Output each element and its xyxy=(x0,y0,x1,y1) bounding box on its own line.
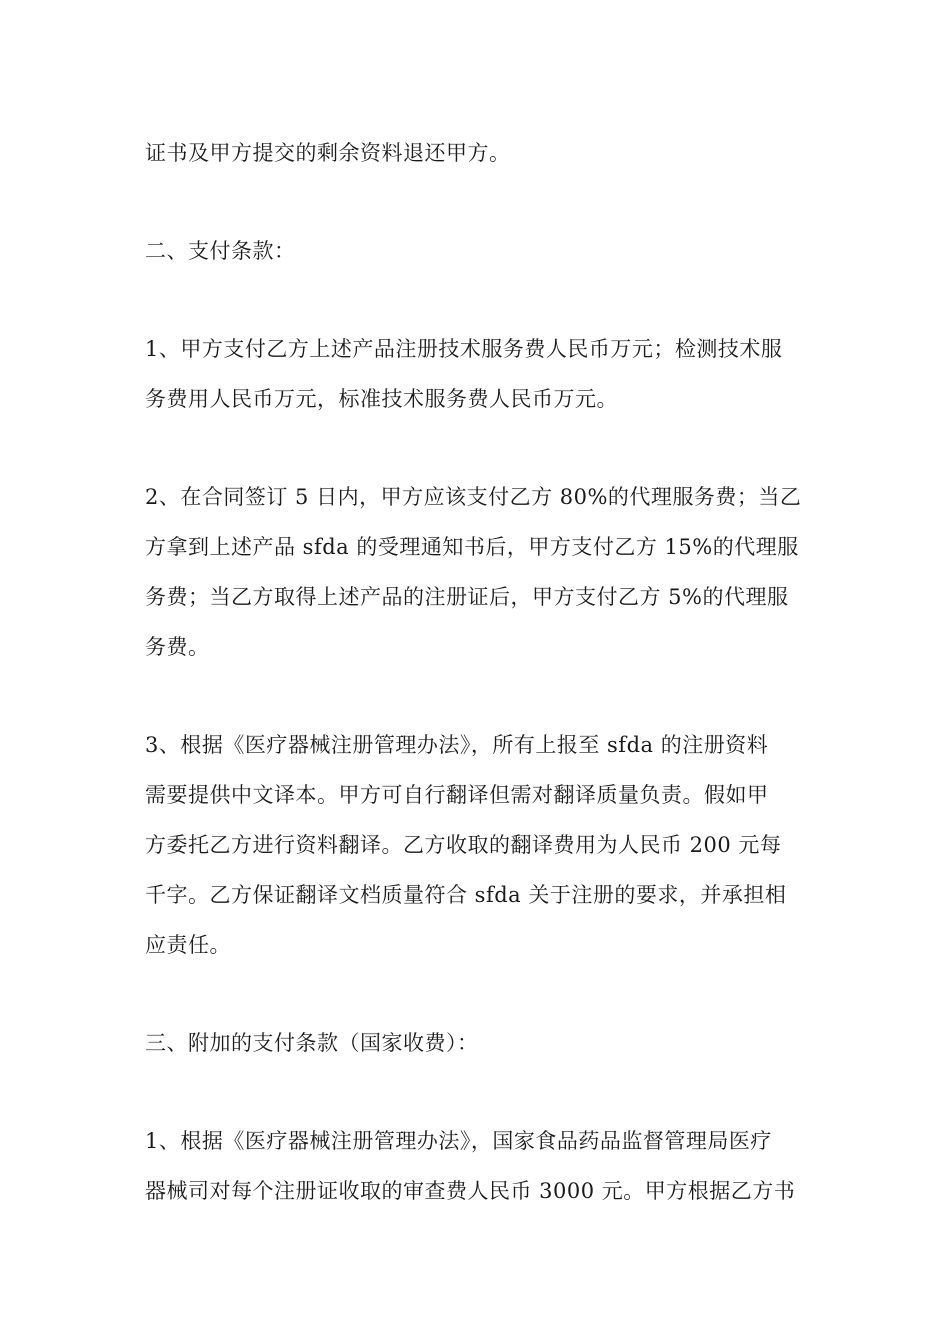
text-line: 方拿到上述产品 sfda 的受理通知书后，甲方支付乙方 15%的代理服 xyxy=(145,535,799,559)
section-heading: 二、支付条款： xyxy=(145,239,296,263)
section-heading: 三、附加的支付条款（国家收费）： xyxy=(145,1031,479,1055)
text-line: 1、根据《医疗器械注册管理办法》，国家食品药品监督管理局医疗 xyxy=(145,1129,772,1153)
text-line: 千字。乙方保证翻译文档质量符合 sfda 关于注册的要求，并承担相 xyxy=(145,883,787,907)
text-line: 1、甲方支付乙方上述产品注册技术服务费人民币万元；检测技术服 xyxy=(145,337,783,361)
text-line: 2、在合同签订 5 日内，甲方应该支付乙方 80%的代理服务费；当乙 xyxy=(145,485,802,509)
text-line: 证书及甲方提交的剩余资料退还甲方。 xyxy=(145,141,511,165)
text-line: 需要提供中文译本。甲方可自行翻译但需对翻译质量负责。假如甲 xyxy=(145,783,769,807)
text-line: 3、根据《医疗器械注册管理办法》，所有上报至 sfda 的注册资料 xyxy=(145,733,769,757)
text-line: 务费；当乙方取得上述产品的注册证后，甲方支付乙方 5%的代理服 xyxy=(145,585,789,609)
text-line: 器械司对每个注册证收取的审查费人民币 3000 元。甲方根据乙方书 xyxy=(145,1179,796,1203)
text-line: 务费。 xyxy=(145,635,210,659)
text-line: 方委托乙方进行资料翻译。乙方收取的翻译费用为人民币 200 元每 xyxy=(145,833,782,857)
text-line: 务费用人民币万元，标准技术服务费人民币万元。 xyxy=(145,387,618,411)
text-line: 应责任。 xyxy=(145,933,231,957)
